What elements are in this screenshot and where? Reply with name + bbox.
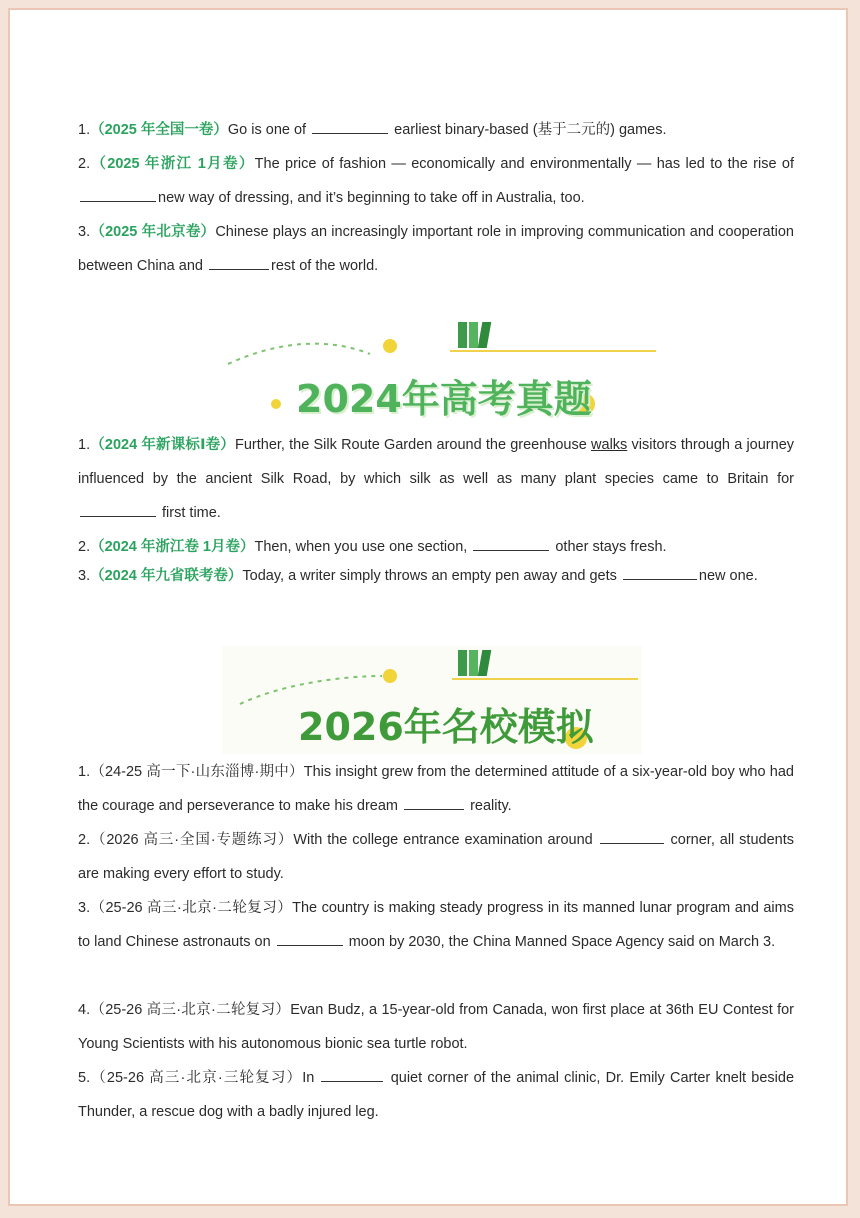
question-number: 3. — [78, 900, 91, 916]
answer-blank[interactable] — [404, 795, 464, 810]
underlined-word: walks — [591, 437, 628, 453]
question-number: 4. — [78, 1002, 91, 1018]
question-source: （2024 年新课标Ⅰ卷） — [90, 437, 235, 453]
decorative-line — [452, 678, 638, 680]
question-source: （2024 年浙江卷 1月卷） — [90, 539, 255, 555]
question-number: 1. — [78, 122, 91, 138]
question-text: moon by 2030, the China Manned Space Agency said on March 3. — [348, 934, 776, 950]
question-text: new way of dressing, and it’s beginning to take off in Australia, too. — [158, 190, 585, 206]
question-number: 2. — [78, 832, 91, 848]
question-text: earliest binary-based (基于二元的) games. — [394, 122, 667, 138]
banner-2024 — [220, 310, 660, 420]
question-source: （25-26 高三·北京·三轮复习） — [90, 1070, 303, 1086]
question-source: （2025 年北京卷） — [90, 224, 216, 240]
question-2025-2 — [78, 147, 794, 215]
answer-blank[interactable] — [209, 255, 269, 270]
question-number: 3. — [78, 568, 91, 584]
question-text: reality. — [470, 798, 512, 814]
question-text: In — [302, 1070, 315, 1086]
question-source: （25-26 高三·北京·二轮复习） — [90, 1002, 291, 1018]
answer-blank[interactable] — [277, 931, 343, 946]
question-2024-1 — [78, 428, 794, 530]
question-source: （24-25 高一下·山东淄博·期中） — [90, 764, 304, 780]
question-text: With the college entrance examination around — [293, 832, 593, 848]
question-text: quiet corner of the animal clinic, Dr. Emily Carter knelt beside Thunder, a rescue dog with a badly injured leg. — [78, 1070, 795, 1120]
answer-blank[interactable] — [473, 536, 549, 551]
question-text: Then, when you use one section, — [254, 539, 468, 555]
question-number: 2. — [78, 539, 91, 555]
section-title: 2026年名校模拟 — [298, 705, 594, 749]
books-icon — [458, 650, 498, 678]
question-text: new one. — [698, 568, 758, 584]
question-text: The country is making steady progress in its manned lunar program and aims to land Chinese astronauts on — [78, 900, 794, 950]
decorative-line — [450, 350, 656, 352]
question-source: （2024 年九省联考卷） — [90, 568, 243, 584]
question-text: Chinese plays an increasingly important role in improving communication and cooperation between China and — [78, 224, 794, 274]
question-text: This insight grew from the determined attitude of a six-year-old boy who had the courage and perseverance to make his dream — [78, 764, 794, 814]
question-text: Go is one of — [227, 122, 307, 138]
question-2026-5 — [78, 1061, 794, 1129]
worksheet-page — [8, 8, 848, 1206]
question-text: Further, the Silk Route Garden around the greenhouse — [234, 437, 587, 453]
question-number: 1. — [78, 764, 91, 780]
question-text: Today, a writer simply throws an empty pen away and gets — [242, 568, 617, 584]
question-2024-2 — [78, 530, 794, 564]
answer-blank[interactable] — [312, 119, 388, 134]
answer-blank[interactable] — [623, 565, 697, 580]
question-text: visitors through a journey influenced by the ancient Silk Road, by which silk as well as many plant species came to Britain for — [78, 437, 795, 487]
question-number: 5. — [78, 1070, 91, 1086]
answer-blank[interactable] — [80, 502, 156, 517]
question-number: 2. — [78, 156, 91, 172]
question-text: corner, all students are making every effort to study. — [78, 832, 794, 882]
question-2026-4 — [78, 993, 794, 1061]
question-2026-2 — [78, 823, 794, 891]
question-source: （2025 年全国一卷） — [90, 122, 228, 138]
section-title: 2024年高考真题 — [296, 377, 592, 421]
books-icon — [458, 322, 498, 350]
question-number: 1. — [78, 437, 91, 453]
question-source: （2026 高三·全国·专题练习） — [90, 832, 294, 848]
question-2025-3 — [78, 215, 794, 283]
question-2026-3 — [78, 891, 794, 959]
question-text: Evan Budz, a 15-year-old from Canada, won first place at 36th EU Contest for Young Scientists with his autonomous bionic sea turtle robot. — [78, 1002, 794, 1052]
answer-blank[interactable] — [80, 187, 156, 202]
question-text: first time. — [162, 505, 221, 521]
question-text: The price of fashion — economically and environmentally — has led to the rise of — [254, 156, 794, 172]
answer-blank[interactable] — [321, 1067, 383, 1082]
question-text: rest of the world. — [271, 258, 379, 274]
question-text: other stays fresh. — [555, 539, 667, 555]
answer-blank[interactable] — [600, 829, 664, 844]
question-number: 3. — [78, 224, 91, 240]
question-source: （25-26 高三·北京·二轮复习） — [90, 900, 293, 916]
banner-2026 — [222, 646, 642, 754]
question-2024-3 — [78, 565, 794, 588]
question-source: （2025 年浙江 1月卷） — [90, 156, 255, 172]
question-2025-1 — [78, 113, 794, 147]
question-2026-1 — [78, 755, 794, 823]
